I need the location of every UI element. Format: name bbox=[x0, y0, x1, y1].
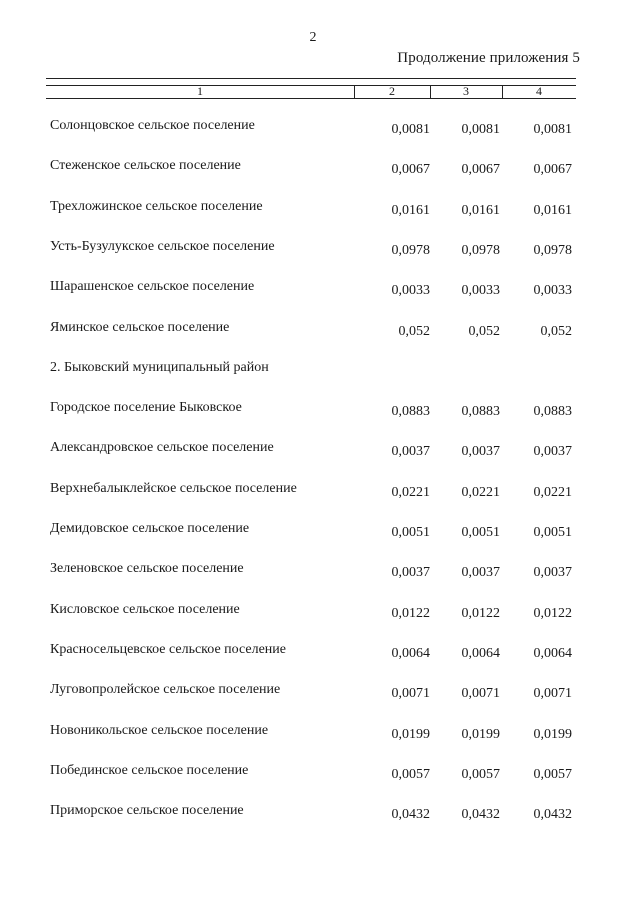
table-row bbox=[0, 199, 640, 221]
row-value-col-2: 0,052 bbox=[398, 324, 430, 339]
row-value-col-4: 0,0064 bbox=[533, 646, 572, 661]
row-value-col-4: 0,0221 bbox=[533, 485, 572, 500]
row-value-col-4: 0,0122 bbox=[533, 606, 572, 621]
row-value-col-3: 0,0978 bbox=[461, 243, 500, 258]
row-value-col-3: 0,0051 bbox=[461, 525, 500, 540]
table-row bbox=[0, 682, 640, 704]
row-value-col-3: 0,0122 bbox=[461, 606, 500, 621]
row-name: Побединское сельское поселение bbox=[50, 763, 249, 778]
row-value-col-2: 0,0432 bbox=[391, 807, 430, 822]
row-value-col-2: 0,0064 bbox=[391, 646, 430, 661]
row-value-col-4: 0,052 bbox=[540, 324, 572, 339]
row-value-col-3: 0,0037 bbox=[461, 565, 500, 580]
row-value-col-2: 0,0033 bbox=[391, 283, 430, 298]
row-value-col-4: 0,0037 bbox=[533, 444, 572, 459]
row-value-col-4: 0,0199 bbox=[533, 727, 572, 742]
row-name: Луговопролейское сельское поселение bbox=[50, 682, 281, 697]
table-row bbox=[0, 279, 640, 301]
row-value-col-2: 0,0883 bbox=[391, 404, 430, 419]
row-value-col-3: 0,0199 bbox=[461, 727, 500, 742]
row-value-col-4: 0,0432 bbox=[533, 807, 572, 822]
table-row bbox=[0, 481, 640, 503]
row-name: Александровское сельское поселение bbox=[50, 440, 274, 455]
row-name: Зеленовское сельское поселение bbox=[50, 561, 244, 576]
row-value-col-2: 0,0221 bbox=[391, 485, 430, 500]
row-value-col-4: 0,0081 bbox=[533, 122, 572, 137]
continuation-caption: Продолжение приложения 5 bbox=[397, 50, 580, 66]
row-name: Городское поселение Быковское bbox=[50, 400, 242, 415]
row-value-col-4: 0,0057 bbox=[533, 767, 572, 782]
row-value-col-3: 0,0057 bbox=[461, 767, 500, 782]
row-name: Верхнебалыклейское сельское поселение bbox=[50, 481, 297, 496]
row-name: 2. Быковский муниципальный район bbox=[50, 360, 269, 375]
row-value-col-2: 0,0037 bbox=[391, 444, 430, 459]
row-name: Новоникольское сельское поселение bbox=[50, 723, 269, 738]
row-name: Яминское сельское поселение bbox=[50, 320, 230, 335]
row-value-col-2: 0,0051 bbox=[391, 525, 430, 540]
table-row bbox=[0, 118, 640, 140]
table-row bbox=[0, 239, 640, 261]
table-row bbox=[0, 320, 640, 342]
row-value-col-2: 0,0081 bbox=[391, 122, 430, 137]
table-row bbox=[0, 803, 640, 825]
page-number: 2 bbox=[309, 30, 317, 45]
row-value-col-4: 0,0051 bbox=[533, 525, 572, 540]
row-value-col-2: 0,0199 bbox=[391, 727, 430, 742]
row-value-col-3: 0,0067 bbox=[461, 162, 500, 177]
row-name: Шарашенское сельское поселение bbox=[50, 279, 255, 294]
row-name: Стеженское сельское поселение bbox=[50, 158, 241, 173]
row-value-col-4: 0,0978 bbox=[533, 243, 572, 258]
row-value-col-3: 0,0033 bbox=[461, 283, 500, 298]
row-value-col-3: 0,0064 bbox=[461, 646, 500, 661]
row-value-col-2: 0,0122 bbox=[391, 606, 430, 621]
table-row bbox=[0, 521, 640, 543]
header-col-2: 2 bbox=[389, 84, 395, 98]
row-value-col-3: 0,0071 bbox=[461, 686, 500, 701]
table-row bbox=[0, 158, 640, 180]
row-name: Трехложинское сельское поселение bbox=[50, 199, 263, 214]
section-heading-row bbox=[0, 360, 640, 382]
row-value-col-4: 0,0033 bbox=[533, 283, 572, 298]
row-value-col-4: 0,0037 bbox=[533, 565, 572, 580]
header-col-1: 1 bbox=[197, 84, 203, 98]
row-value-col-3: 0,0432 bbox=[461, 807, 500, 822]
row-name: Солонцовское сельское поселение bbox=[50, 118, 255, 133]
table-row bbox=[0, 602, 640, 624]
row-value-col-3: 0,0221 bbox=[461, 485, 500, 500]
row-name: Красносельцевское сельское поселение bbox=[50, 642, 286, 657]
row-name: Усть-Бузулукское сельское поселение bbox=[50, 239, 275, 254]
row-value-col-3: 0,052 bbox=[468, 324, 500, 339]
row-value-col-3: 0,0081 bbox=[461, 122, 500, 137]
row-value-col-2: 0,0978 bbox=[391, 243, 430, 258]
row-value-col-3: 0,0883 bbox=[461, 404, 500, 419]
table-row bbox=[0, 723, 640, 745]
row-value-col-4: 0,0067 bbox=[533, 162, 572, 177]
header-col-3: 3 bbox=[463, 84, 469, 98]
table-row bbox=[0, 400, 640, 422]
row-value-col-2: 0,0067 bbox=[391, 162, 430, 177]
row-value-col-4: 0,0883 bbox=[533, 404, 572, 419]
row-name: Кисловское сельское поселение bbox=[50, 602, 240, 617]
row-name: Приморское сельское поселение bbox=[50, 803, 244, 818]
header-col-4: 4 bbox=[536, 84, 542, 98]
table-row bbox=[0, 763, 640, 785]
table-row bbox=[0, 440, 640, 462]
row-value-col-2: 0,0037 bbox=[391, 565, 430, 580]
row-value-col-3: 0,0037 bbox=[461, 444, 500, 459]
row-value-col-2: 0,0057 bbox=[391, 767, 430, 782]
row-value-col-2: 0,0161 bbox=[391, 203, 430, 218]
row-value-col-4: 0,0071 bbox=[533, 686, 572, 701]
table-row bbox=[0, 642, 640, 664]
table-row bbox=[0, 561, 640, 583]
row-name: Демидовское сельское поселение bbox=[50, 521, 250, 536]
row-value-col-2: 0,0071 bbox=[391, 686, 430, 701]
row-value-col-4: 0,0161 bbox=[533, 203, 572, 218]
row-value-col-3: 0,0161 bbox=[461, 203, 500, 218]
